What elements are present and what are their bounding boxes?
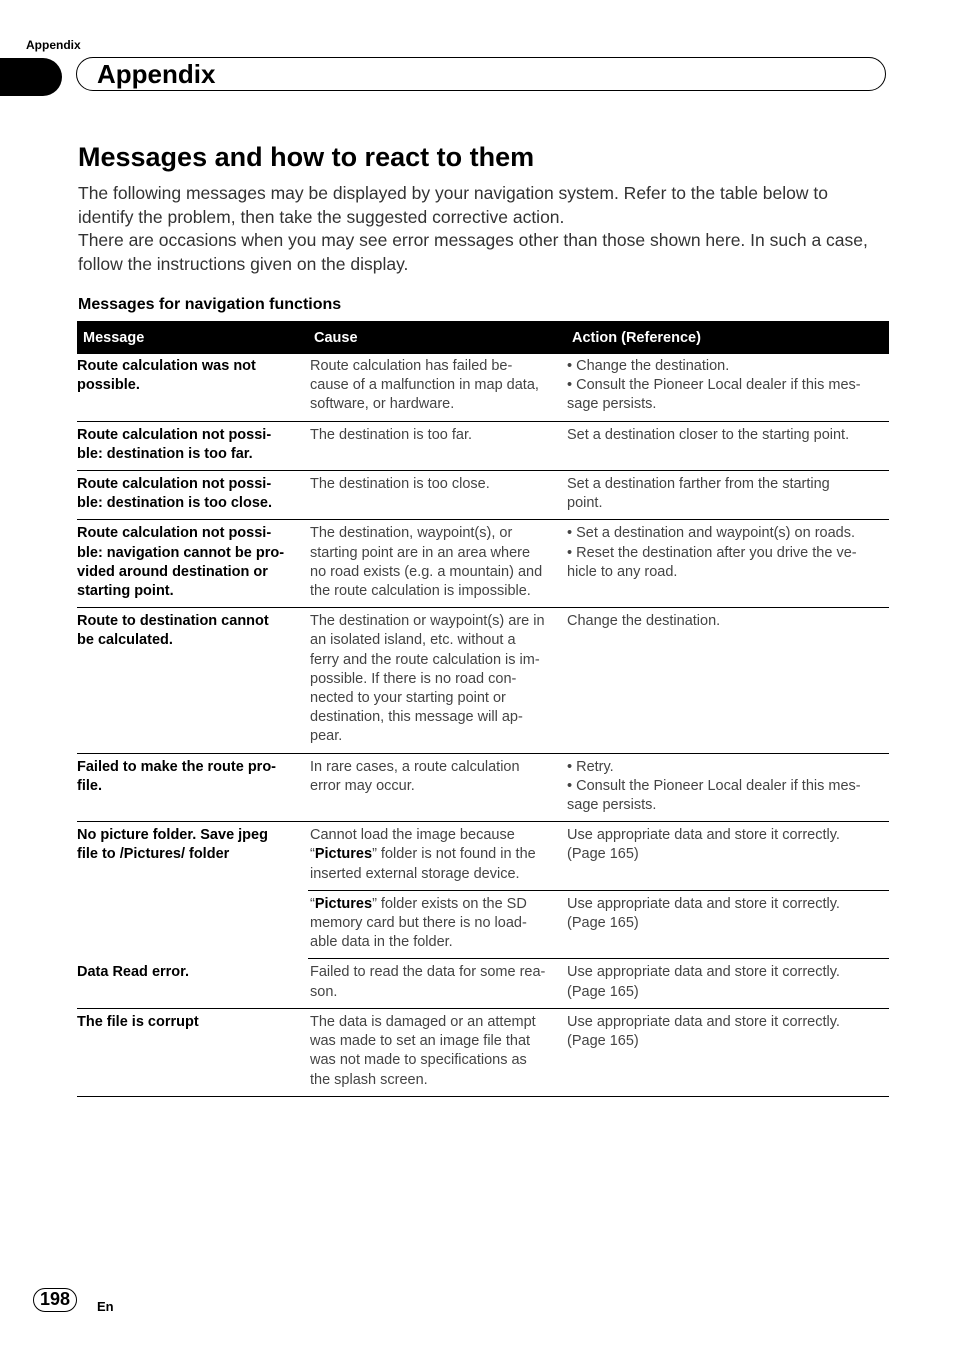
message-line: The file is corrupt xyxy=(77,1013,199,1030)
action-line: • Reset the destination after you drive the ve- xyxy=(567,544,857,561)
table-heading: Messages for navigation functions xyxy=(78,296,342,313)
action-cell xyxy=(566,608,889,753)
cause-line: Cannot load the image because xyxy=(310,827,515,844)
running-head: Appendix xyxy=(26,38,81,52)
message-line: vided around destination or xyxy=(77,563,268,580)
action-line: point. xyxy=(567,495,603,512)
cause-cell xyxy=(308,354,566,421)
cause-line: an isolated island, etc. without a xyxy=(310,632,516,649)
message-line: Route calculation not possi- xyxy=(77,525,272,542)
message-line: No picture folder. Save jpeg xyxy=(77,827,268,844)
action-line: sage persists. xyxy=(567,797,657,814)
cause-line: pear. xyxy=(310,728,343,745)
action-line: Use appropriate data and store it correctly. xyxy=(567,895,840,912)
message-cell xyxy=(77,608,308,753)
action-line: Set a destination closer to the starting point. xyxy=(567,426,850,443)
cause-line: starting point are in an area where xyxy=(310,544,531,561)
table-row xyxy=(77,471,889,520)
message-cell xyxy=(77,753,308,822)
action-cell xyxy=(566,959,889,1008)
language-label: En xyxy=(97,1299,114,1314)
cause-cell xyxy=(308,608,566,753)
cause-line: possible. If there is no road con- xyxy=(310,670,517,687)
message-line: Route calculation not possi- xyxy=(77,476,272,493)
messages-table xyxy=(77,321,889,1097)
message-line: possible. xyxy=(77,377,140,394)
action-cell xyxy=(566,890,889,959)
cause-cell xyxy=(308,520,566,608)
table-row xyxy=(77,822,889,891)
message-cell xyxy=(77,520,308,608)
cause-line xyxy=(310,895,560,914)
action-cell xyxy=(566,1008,889,1096)
message-cell xyxy=(77,354,308,421)
action-cell xyxy=(566,471,889,520)
cause-line: able data in the folder. xyxy=(310,934,453,951)
cause-cell xyxy=(308,753,566,822)
action-line: Set a destination farther from the starting xyxy=(567,476,830,493)
message-cell xyxy=(77,822,308,959)
message-line: starting point. xyxy=(77,583,174,600)
action-line: (Page 165) xyxy=(567,915,639,932)
message-line: file. xyxy=(77,777,102,794)
message-line: ble: destination is too far. xyxy=(77,445,253,462)
cause-line: inserted external storage device. xyxy=(310,865,520,882)
column-header-message: Message xyxy=(77,321,308,354)
action-line: • Consult the Pioneer Local dealer if this mes- xyxy=(567,777,861,794)
table-header-row xyxy=(77,321,889,354)
page-number: 198 xyxy=(33,1288,77,1312)
cause-line: cause of a malfunction in map data, xyxy=(310,377,539,394)
cause-cell xyxy=(308,959,566,1008)
message-line: be calculated. xyxy=(77,632,173,649)
cause-line: The destination, waypoint(s), or xyxy=(310,525,513,542)
message-line: Route to destination cannot xyxy=(77,613,269,630)
message-line: ble: navigation cannot be pro- xyxy=(77,544,285,561)
cause-line: The data is damaged or an attempt xyxy=(310,1013,536,1030)
action-line: (Page 165) xyxy=(567,1033,639,1050)
action-cell xyxy=(566,421,889,470)
cause-line: The destination or waypoint(s) are in xyxy=(310,613,545,630)
cause-line: Failed to read the data for some rea- xyxy=(310,964,546,981)
message-cell xyxy=(77,1008,308,1096)
cause-cell xyxy=(308,822,566,891)
action-line: Use appropriate data and store it correctly. xyxy=(567,827,840,844)
cause-line: In rare cases, a route calculation xyxy=(310,758,520,775)
message-line: Route calculation not possi- xyxy=(77,426,272,443)
column-header-cause: Cause xyxy=(308,321,566,354)
cause-line xyxy=(310,845,560,864)
message-cell xyxy=(77,959,308,1008)
column-header-action: Action (Reference) xyxy=(566,321,889,354)
action-line: sage persists. xyxy=(567,396,657,413)
action-line: • Retry. xyxy=(567,758,614,775)
action-line: • Change the destination. xyxy=(567,358,730,374)
action-line: Change the destination. xyxy=(567,613,721,630)
action-cell xyxy=(566,753,889,822)
message-line: ble: destination is too close. xyxy=(77,495,272,512)
table-body xyxy=(77,354,889,822)
action-line: • Consult the Pioneer Local dealer if this mes- xyxy=(567,377,861,394)
cause-line: was made to set an image file that xyxy=(310,1033,531,1050)
action-cell xyxy=(566,354,889,421)
table-row xyxy=(77,520,889,608)
cause-cell xyxy=(308,471,566,520)
cause-line: The destination is too close. xyxy=(310,476,490,493)
table-row xyxy=(77,1008,889,1096)
cause-line: software, or hardware. xyxy=(310,396,455,413)
message-line: Failed to make the route pro- xyxy=(77,758,276,775)
picture-folder-rows xyxy=(77,822,889,959)
intro-text xyxy=(78,182,878,276)
cause-line: no road exists (e.g. a mountain) and xyxy=(310,563,543,580)
cause-line: Route calculation has failed be- xyxy=(310,358,513,374)
cause-line: error may occur. xyxy=(310,777,415,794)
cause-cell xyxy=(308,1008,566,1096)
action-line: (Page 165) xyxy=(567,846,639,863)
cause-text: ” folder exists on the SD xyxy=(372,895,527,912)
message-line: file to /Pictures/ folder xyxy=(77,846,230,863)
open-quote: “ xyxy=(310,846,315,863)
pictures-keyword: Pictures xyxy=(314,895,373,912)
action-line: hicle to any road. xyxy=(567,563,678,580)
table-row xyxy=(77,959,889,1008)
cause-line: destination, this message will ap- xyxy=(310,709,523,726)
section-tab-marker xyxy=(0,58,62,96)
message-cell xyxy=(77,421,308,470)
cause-line: the route calculation is impossible. xyxy=(310,583,531,600)
section-title: Appendix xyxy=(97,59,216,89)
section-header xyxy=(76,57,886,91)
action-line: Use appropriate data and store it correctly. xyxy=(567,1013,840,1030)
intro-paragraph-2: There are occasions when you may see error messages other than those shown here. In such a case, follow the instructions given on the display. xyxy=(78,230,868,274)
cause-line: was not made to specifications as xyxy=(310,1052,527,1069)
action-cell xyxy=(566,822,889,891)
table-row xyxy=(77,421,889,470)
cause-text: ” folder is not found in the xyxy=(372,846,536,863)
cause-line: memory card but there is no load- xyxy=(310,915,527,932)
intro-paragraph-1: The following messages may be displayed by your navigation system. Refer to the table below to identify the problem, then take the suggested corrective action. xyxy=(78,183,828,227)
table-row xyxy=(77,354,889,421)
action-line: (Page 165) xyxy=(567,983,639,1000)
message-line: Data Read error. xyxy=(77,963,190,980)
open-quote: “ xyxy=(310,895,315,912)
cause-line: ferry and the route calculation is im- xyxy=(310,651,540,668)
cause-line: son. xyxy=(310,983,338,1000)
table-row xyxy=(77,608,889,753)
action-line: Use appropriate data and store it correctly. xyxy=(567,964,840,981)
action-cell xyxy=(566,520,889,608)
cause-line: the splash screen. xyxy=(310,1071,428,1088)
table-body-tail xyxy=(77,959,889,1096)
cause-cell xyxy=(308,890,566,959)
page-title: Messages and how to react to them xyxy=(78,142,535,172)
cause-cell xyxy=(308,421,566,470)
table-row xyxy=(77,753,889,822)
pictures-keyword: Pictures xyxy=(314,846,373,863)
cause-line: The destination is too far. xyxy=(310,426,473,443)
message-cell xyxy=(77,471,308,520)
cause-line: nected to your starting point or xyxy=(310,690,506,707)
action-line: • Set a destination and waypoint(s) on roads. xyxy=(567,525,855,542)
message-line: Route calculation was not xyxy=(77,358,256,374)
